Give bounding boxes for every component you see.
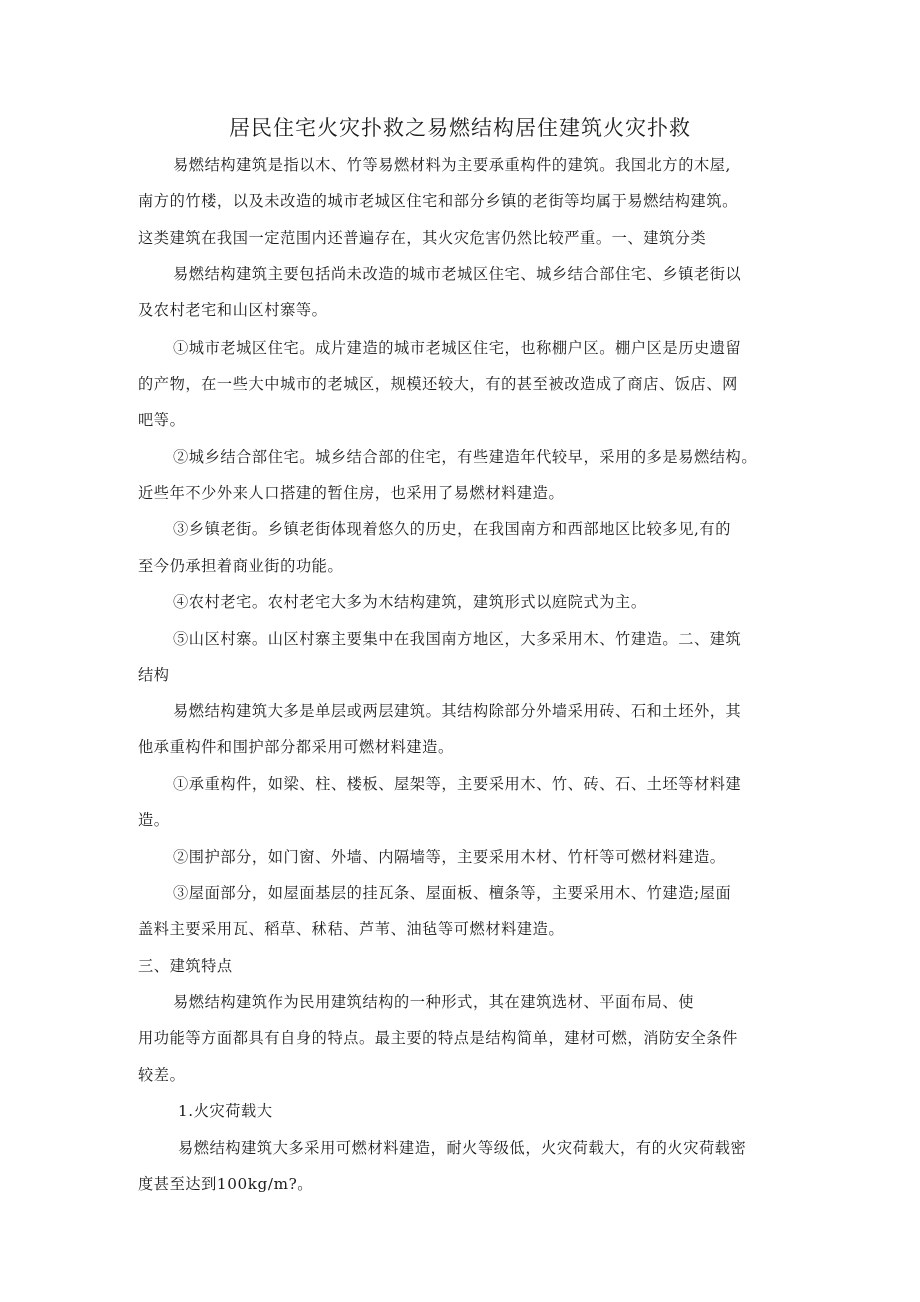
paragraph-line: 易燃结构建筑是指以木、竹等易燃材料为主要承重构件的建筑。我国北方的木屋,: [173, 156, 731, 174]
paragraph-line: 吧等。: [138, 411, 186, 429]
paragraph-line: ①承重构件，如梁、柱、楼板、屋架等，主要采用木、竹、砖、石、土坯等材料建: [173, 775, 742, 793]
paragraph-line: 盖料主要采用瓦、稻草、秫秸、芦苇、油毡等可燃材料建造。: [138, 920, 565, 938]
subsection-heading: 1.火灾荷载大: [178, 1102, 273, 1120]
paragraph-line: 南方的竹楼，以及未改造的城市老城区住宅和部分乡镇的老街等均属于易燃结构建筑。: [138, 192, 738, 210]
paragraph-line: 的产物，在一些大中城市的老城区，规模还较大，有的甚至被改造成了商店、饭店、网: [138, 375, 738, 393]
paragraph-line: 至今仍承担着商业街的功能。: [138, 557, 344, 575]
paragraph-line: ②围护部分，如门窗、外墙、内隔墙等，主要采用木材、竹杆等可燃材料建造。: [173, 848, 726, 866]
paragraph-line: ②城乡结合部住宅。城乡结合部的住宅，有些建造年代较早，采用的多是易燃结构。: [173, 448, 758, 466]
paragraph-line: ③乡镇老街。乡镇老街体现着悠久的历史，在我国南方和西部地区比较多见,有的: [173, 520, 731, 538]
paragraph-line: 用功能等方面都具有自身的特点。最主要的特点是结构简单，建材可燃，消防安全条件: [138, 1029, 738, 1047]
paragraph-line: 及农村老宅和山区村寨等。: [138, 301, 328, 319]
paragraph-line: 结构: [138, 666, 170, 684]
paragraph-line: 易燃结构建筑大多采用可燃材料建造，耐火等级低，火灾荷载大，有的火灾荷载密: [178, 1139, 747, 1157]
paragraph-line: ①城市老城区住宅。成片建造的城市老城区住宅，也称棚户区。棚户区是历史遗留: [173, 339, 742, 357]
paragraph-line: 易燃结构建筑主要包括尚未改造的城市老城区住宅、城乡结合部住宅、乡镇老街以: [173, 265, 742, 283]
paragraph-line: 近些年不少外来人口搭建的暂住房，也采用了易燃材料建造。: [138, 484, 565, 502]
paragraph-line: 较差。: [138, 1066, 186, 1084]
paragraph-line: ④农村老宅。农村老宅大多为木结构建筑，建筑形式以庭院式为主。: [173, 593, 647, 611]
document-title: 居民住宅火灾扑救之易燃结构居住建筑火灾扑救: [229, 116, 691, 140]
paragraph-line: 易燃结构建筑作为民用建筑结构的一种形式，其在建筑选材、平面布局、使: [173, 993, 694, 1011]
paragraph-line: ⑤山区村寨。山区村寨主要集中在我国南方地区，大多采用木、竹建造。二、建筑: [173, 630, 742, 648]
paragraph-line: ③屋面部分，如屋面基层的挂瓦条、屋面板、檀条等，主要采用木、竹建造;屋面: [173, 884, 732, 902]
section-heading: 三、建筑特点: [138, 957, 233, 975]
paragraph-line: 他承重构件和围护部分都采用可燃材料建造。: [138, 738, 454, 756]
paragraph-line: 度甚至达到100kg/m?。: [138, 1175, 314, 1193]
paragraph-line: 易燃结构建筑大多是单层或两层建筑。其结构除部分外墙采用砖、石和土坯外，其: [173, 702, 742, 720]
paragraph-line: 这类建筑在我国一定范围内还普遍存在，其火灾危害仍然比较严重。一、建筑分类: [138, 229, 707, 247]
paragraph-line: 造。: [138, 811, 170, 829]
